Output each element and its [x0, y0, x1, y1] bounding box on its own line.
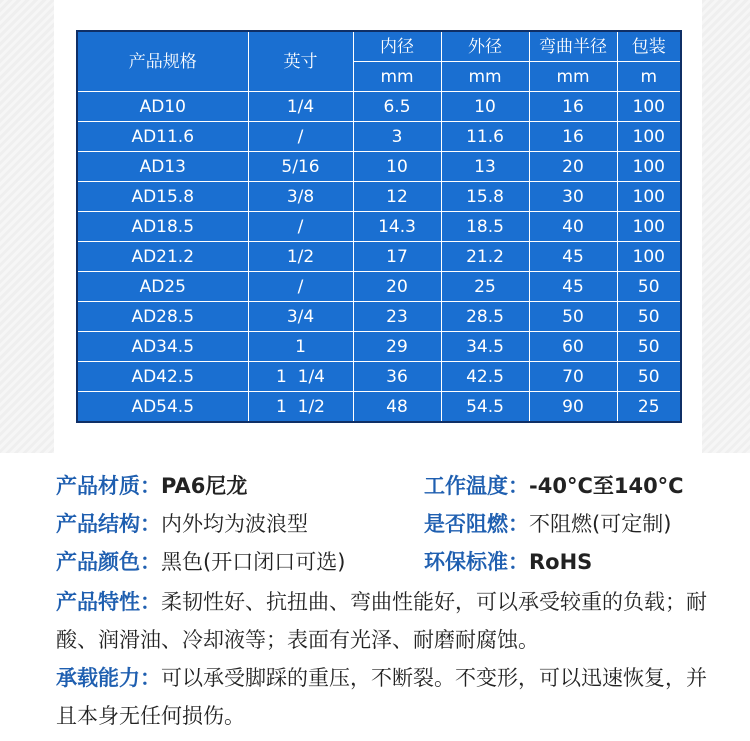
material-row [56, 470, 247, 502]
cell-inner: 6.5 [353, 92, 441, 122]
cell-pack: 100 [617, 182, 681, 212]
cell-spec: AD15.8 [77, 182, 248, 212]
table-row [77, 242, 681, 272]
cell-inner: 48 [353, 392, 441, 423]
cell-bend: 16 [529, 122, 617, 152]
header-row [77, 31, 681, 62]
cell-bend: 16 [529, 92, 617, 122]
background-texture-right [702, 0, 750, 453]
cell-pack: 100 [617, 152, 681, 182]
color-value: 黑色(开口闭口可选) [161, 550, 346, 574]
cell-inner: 36 [353, 362, 441, 392]
cell-pack: 50 [617, 332, 681, 362]
table-row [77, 92, 681, 122]
cell-outer: 15.8 [441, 182, 529, 212]
temperature-label: 工作温度： [424, 474, 529, 498]
table-row [77, 302, 681, 332]
cell-outer: 10 [441, 92, 529, 122]
cell-inch: 3/8 [248, 182, 353, 212]
table-row [77, 212, 681, 242]
cell-bend: 30 [529, 182, 617, 212]
cell-inner: 10 [353, 152, 441, 182]
cell-inch: / [248, 122, 353, 152]
cell-inner: 17 [353, 242, 441, 272]
table-row [77, 332, 681, 362]
cell-spec: AD10 [77, 92, 248, 122]
cell-inch: 1 1/4 [248, 362, 353, 392]
cell-pack: 100 [617, 212, 681, 242]
table-row [77, 182, 681, 212]
cell-bend: 50 [529, 302, 617, 332]
cell-inner: 12 [353, 182, 441, 212]
table-row [77, 392, 681, 423]
unit-outer: mm [441, 62, 529, 92]
cell-inner: 23 [353, 302, 441, 332]
cell-bend: 90 [529, 392, 617, 423]
cell-inch: 1 [248, 332, 353, 362]
environment-standard-row [424, 546, 592, 578]
table-row [77, 152, 681, 182]
header-spec: 产品规格 [77, 31, 248, 92]
load-capacity-label: 承载能力： [56, 666, 161, 690]
cell-spec: AD42.5 [77, 362, 248, 392]
cell-inch: / [248, 272, 353, 302]
cell-bend: 60 [529, 332, 617, 362]
cell-pack: 100 [617, 92, 681, 122]
cell-bend: 45 [529, 242, 617, 272]
cell-spec: AD25 [77, 272, 248, 302]
cell-outer: 21.2 [441, 242, 529, 272]
material-value: PA6尼龙 [161, 474, 248, 498]
cell-inner: 29 [353, 332, 441, 362]
features-label: 产品特性： [56, 590, 161, 614]
structure-label: 产品结构： [56, 512, 161, 536]
cell-spec: AD18.5 [77, 212, 248, 242]
table-row [77, 362, 681, 392]
cell-bend: 45 [529, 272, 617, 302]
cell-inch: 1 1/2 [248, 392, 353, 423]
cell-spec: AD54.5 [77, 392, 248, 423]
cell-spec: AD11.6 [77, 122, 248, 152]
spec-table [76, 30, 682, 423]
cell-inner: 3 [353, 122, 441, 152]
load-capacity-value: 可以承受脚踩的重压，不断裂。不变形，可以迅速恢复，并且本身无任何损伤。 [56, 666, 707, 728]
header-inner-diameter: 内径 [353, 31, 441, 62]
cell-bend: 70 [529, 362, 617, 392]
unit-inner: mm [353, 62, 441, 92]
cell-spec: AD28.5 [77, 302, 248, 332]
cell-inner: 20 [353, 272, 441, 302]
header-outer-diameter: 外径 [441, 31, 529, 62]
environment-standard-label: 环保标准： [424, 550, 529, 574]
load-capacity-paragraph [56, 659, 716, 735]
structure-row [56, 508, 308, 540]
cell-outer: 34.5 [441, 332, 529, 362]
cell-bend: 40 [529, 212, 617, 242]
cell-pack: 50 [617, 272, 681, 302]
header-bend-radius: 弯曲半径 [529, 31, 617, 62]
table-row [77, 272, 681, 302]
cell-outer: 54.5 [441, 392, 529, 423]
header-inch: 英寸 [248, 31, 353, 92]
cell-bend: 20 [529, 152, 617, 182]
cell-pack: 100 [617, 122, 681, 152]
cell-inch: 5/16 [248, 152, 353, 182]
flame-retardant-value: 不阻燃(可定制) [529, 512, 672, 536]
cell-spec: AD34.5 [77, 332, 248, 362]
cell-outer: 11.6 [441, 122, 529, 152]
table-row [77, 122, 681, 152]
cell-pack: 25 [617, 392, 681, 423]
cell-outer: 28.5 [441, 302, 529, 332]
cell-spec: AD21.2 [77, 242, 248, 272]
color-row [56, 546, 345, 578]
unit-pack: m [617, 62, 681, 92]
color-label: 产品颜色： [56, 550, 161, 574]
cell-outer: 42.5 [441, 362, 529, 392]
temperature-value: -40°C至140°C [529, 474, 684, 498]
features-value: 柔韧性好、抗扭曲、弯曲性能好，可以承受较重的负载；耐酸、润滑油、冷却液等；表面有光泽、耐磨耐腐蚀。 [56, 590, 707, 652]
cell-inch: 1/2 [248, 242, 353, 272]
structure-value: 内外均为波浪型 [161, 512, 308, 536]
flame-retardant-row [424, 508, 671, 540]
flame-retardant-label: 是否阻燃： [424, 512, 529, 536]
cell-inch: / [248, 212, 353, 242]
cell-pack: 50 [617, 362, 681, 392]
cell-outer: 25 [441, 272, 529, 302]
header-packaging: 包装 [617, 31, 681, 62]
temperature-row [424, 470, 684, 502]
cell-outer: 13 [441, 152, 529, 182]
product-info [0, 453, 750, 741]
cell-pack: 100 [617, 242, 681, 272]
cell-outer: 18.5 [441, 212, 529, 242]
cell-inch: 1/4 [248, 92, 353, 122]
background-texture-left [0, 0, 54, 453]
environment-standard-value: RoHS [529, 550, 593, 574]
cell-pack: 50 [617, 302, 681, 332]
unit-bend: mm [529, 62, 617, 92]
material-label: 产品材质： [56, 474, 161, 498]
features-paragraph [56, 583, 716, 659]
cell-inner: 14.3 [353, 212, 441, 242]
cell-inch: 3/4 [248, 302, 353, 332]
cell-spec: AD13 [77, 152, 248, 182]
